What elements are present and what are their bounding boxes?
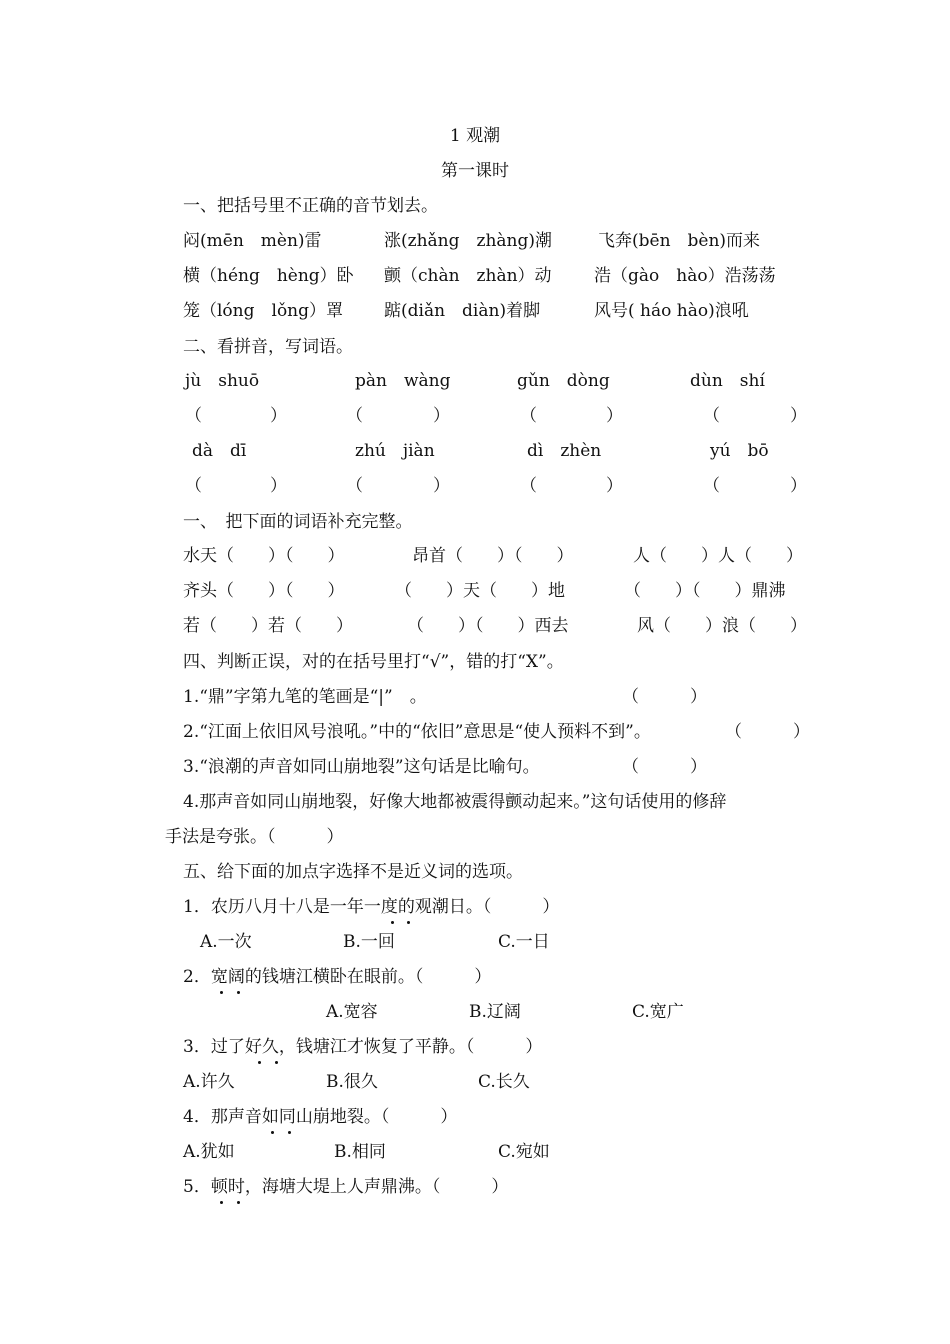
answer-paren-close: ）: [606, 476, 623, 496]
section-1-heading: 一、把括号里不正确的音节划去。: [183, 196, 438, 216]
pinyin-item: 涨(zhǎng zhàng)潮: [384, 231, 553, 251]
idiom-item: 昂首（ ）（ ）: [412, 546, 574, 566]
pinyin-item: 笼（lóng lǒng）罩: [183, 301, 344, 321]
idiom-item: 风（ ）浪（ ）: [637, 616, 807, 636]
emphasis-dot: [271, 1131, 274, 1134]
choice-option: A.许久: [183, 1072, 235, 1092]
emphasis-dot: [391, 921, 394, 924]
idiom-item: （ ）天（ ）地: [395, 581, 565, 601]
pinyin-prompt: gǔn dòng: [517, 371, 610, 391]
answer-paren-open: （: [703, 476, 720, 496]
answer-paren-close: ）: [433, 476, 450, 496]
choice-question: 3．过了好久，钱塘江才恢复了平静。（ ）: [183, 1037, 543, 1057]
emphasis-dot: [407, 921, 410, 924]
emphasis-dot: [220, 991, 223, 994]
idiom-item: 齐头（ ）（ ）: [183, 581, 345, 601]
choice-question: 1．农历八月十八是一年一度的观潮日。（ ）: [183, 897, 560, 917]
pinyin-prompt: pàn wàng: [355, 371, 451, 391]
choice-option: B.辽阔: [469, 1002, 521, 1022]
answer-paren-close: ）: [790, 406, 807, 426]
answer-paren-open: （: [703, 406, 720, 426]
emphasis-dot: [288, 1131, 291, 1134]
answer-paren-open: （: [185, 406, 202, 426]
choice-option: A.犹如: [183, 1142, 235, 1162]
answer-paren-close: ）: [606, 406, 623, 426]
section-2-heading: 二、看拼音，写词语。: [183, 337, 353, 357]
judgement-question: 4.那声音如同山崩地裂，好像大地都被震得颤动起来。”这句话使用的修辞: [183, 792, 727, 812]
pinyin-item: 风号( háo hào)浪吼: [594, 301, 749, 321]
page-title: 1 观潮: [449, 126, 501, 146]
emphasis-dot: [237, 991, 240, 994]
pinyin-item: 颤（chàn zhàn）动: [384, 266, 552, 286]
answer-paren-open: （: [520, 406, 537, 426]
answer-paren-close: ）: [270, 406, 287, 426]
idiom-item: （ ）（ ）西去: [407, 616, 569, 636]
idiom-item: 人（ ）人（ ）: [633, 546, 803, 566]
answer-paren-close: ）: [433, 406, 450, 426]
choice-option: C.宽广: [632, 1002, 684, 1022]
choice-option: C.长久: [478, 1072, 530, 1092]
pinyin-prompt: yú bō: [710, 441, 769, 461]
idiom-item: （ ）（ ）鼎沸: [624, 581, 786, 601]
pinyin-prompt: dì zhèn: [527, 441, 602, 461]
answer-paren-open: （: [185, 476, 202, 496]
answer-paren-close: ）: [790, 476, 807, 496]
answer-paren-open: （: [346, 476, 363, 496]
judgement-question: 1.“鼎”字第九笔的笔画是“|” 。: [183, 687, 427, 707]
idiom-item: 若（ ）若（ ）: [183, 616, 353, 636]
choice-question: 4．那声音如同山崩地裂。（ ）: [183, 1107, 458, 1127]
answer-paren-open: （: [346, 406, 363, 426]
answer-paren: （ ）: [725, 722, 810, 742]
pinyin-item: 踮(diǎn diàn)着脚: [384, 301, 541, 321]
pinyin-prompt: jù shuō: [185, 371, 260, 391]
emphasis-dot: [258, 1061, 261, 1064]
pinyin-item: 横（héng hèng）卧: [183, 266, 354, 286]
pinyin-prompt: dùn shí: [690, 371, 765, 391]
answer-paren: （ ）: [622, 757, 707, 777]
choice-option: B.一回: [343, 932, 395, 952]
emphasis-dot: [220, 1201, 223, 1204]
pinyin-prompt: zhú jiàn: [355, 441, 435, 461]
judgement-question: 3.“浪潮的声音如同山崩地裂”这句话是比喻句。: [183, 757, 540, 777]
answer-paren: （ ）: [622, 687, 707, 707]
answer-paren-close: ）: [270, 476, 287, 496]
judgement-question-continued: 手法是夸张。（ ）: [165, 827, 344, 847]
choice-question: 5．顿时，海塘大堤上人声鼎沸。（ ）: [183, 1177, 509, 1197]
emphasis-dot: [275, 1061, 278, 1064]
choice-option: C.一日: [498, 932, 550, 952]
choice-option: B.很久: [326, 1072, 378, 1092]
lesson-subtitle: 第一课时: [441, 161, 509, 181]
section-5-heading: 五、给下面的加点字选择不是近义词的选项。: [183, 862, 523, 882]
pinyin-item: 飞奔(bēn bèn)而来: [598, 231, 761, 251]
answer-paren-open: （: [520, 476, 537, 496]
section-4-heading: 四、判断正误，对的在括号里打“√”，错的打“X”。: [183, 652, 564, 672]
pinyin-prompt: dà dī: [192, 441, 247, 461]
choice-option: A.宽容: [326, 1002, 378, 1022]
idiom-item: 水天（ ）（ ）: [183, 546, 345, 566]
judgement-question: 2.“江面上依旧风号浪吼。”中的“依旧”意思是“使人预料不到”。: [183, 722, 651, 742]
choice-option: B.相同: [334, 1142, 386, 1162]
choice-option: A.一次: [200, 932, 252, 952]
section-3-heading: 一、 把下面的词语补充完整。: [183, 512, 413, 532]
emphasis-dot: [237, 1201, 240, 1204]
pinyin-item: 浩（gào hào）浩荡荡: [594, 266, 776, 286]
choice-question: 2．宽阔的钱塘江横卧在眼前。（ ）: [183, 967, 492, 987]
pinyin-item: 闷(mēn mèn)雷: [183, 231, 322, 251]
choice-option: C.宛如: [498, 1142, 550, 1162]
